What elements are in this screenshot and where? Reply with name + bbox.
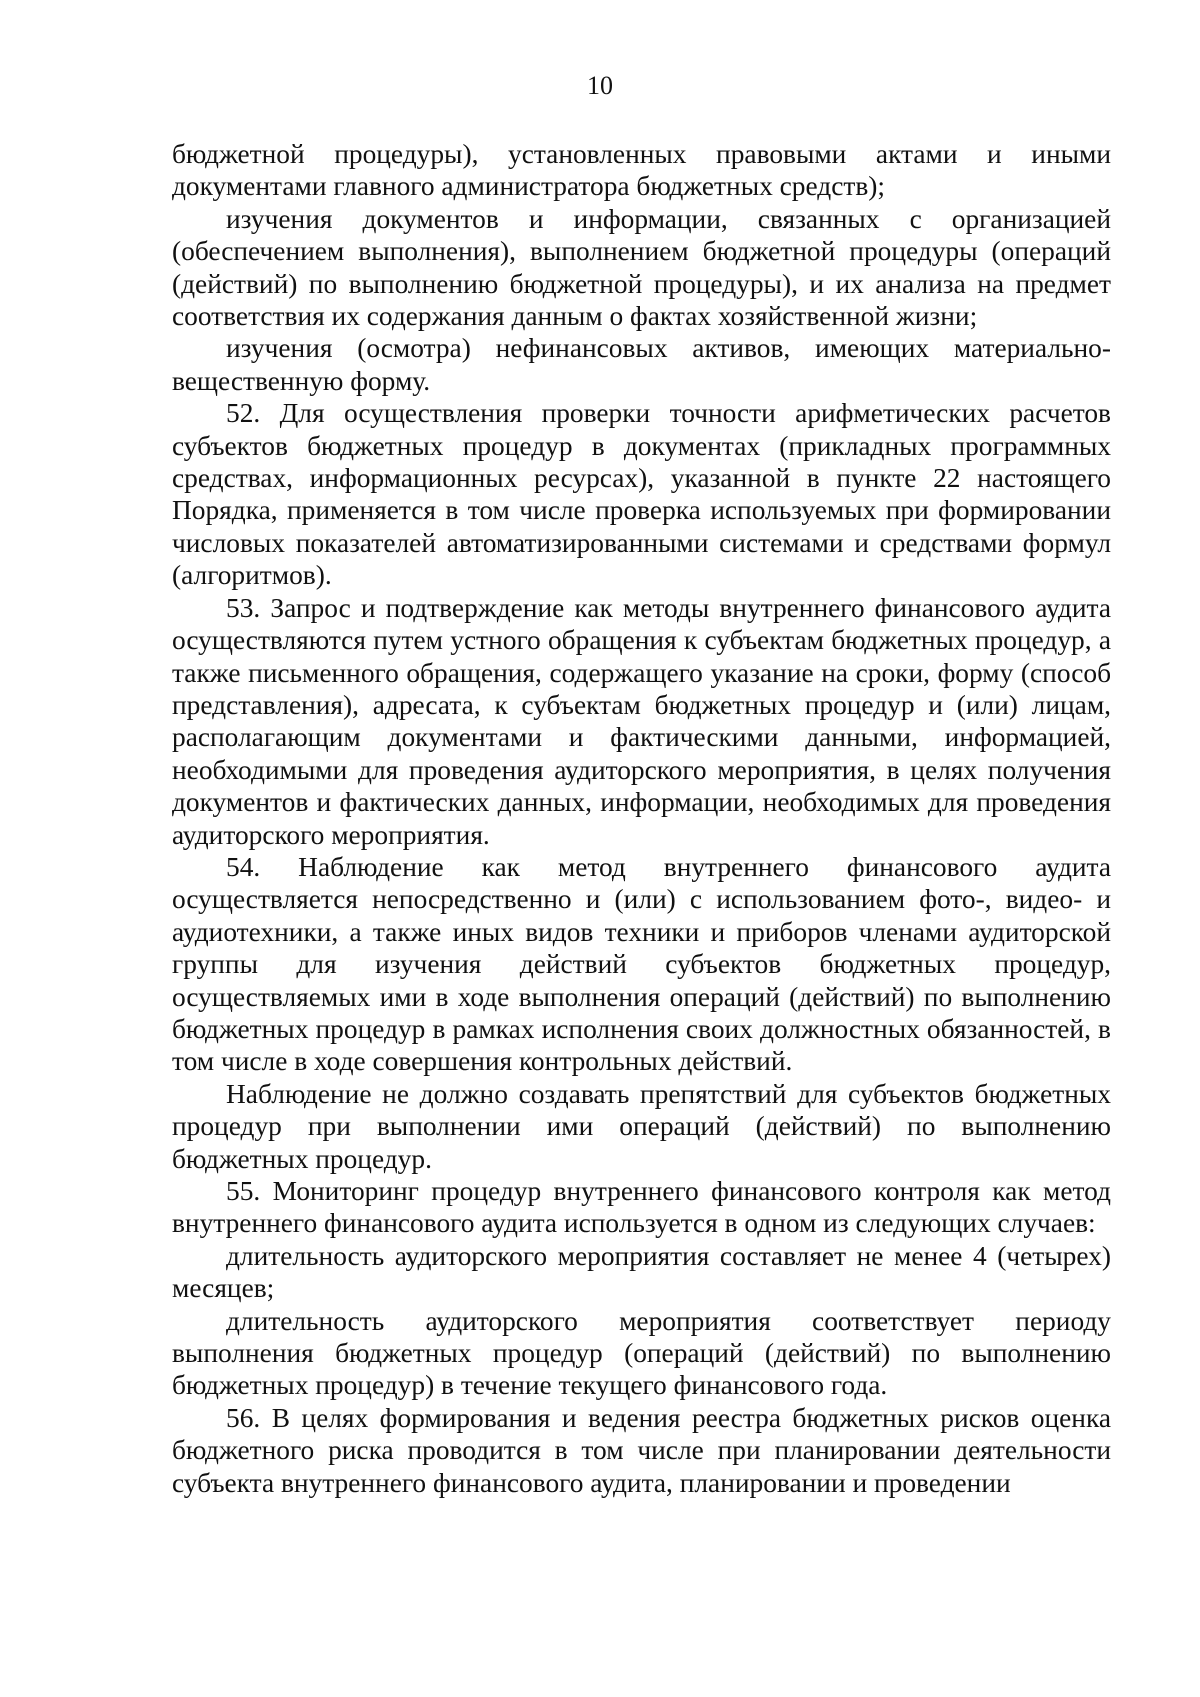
paragraph-case-duration-4-months: длительность аудиторского мероприятия составляет не менее 4 (четырех) месяцев; bbox=[172, 1240, 1111, 1304]
paragraph-continuation: бюджетной процедуры), установленных правовыми актами и иными документами главного администратора бюджетных средств); bbox=[172, 139, 1111, 202]
paragraph-item-56: 56. В целях формирования и ведения реестра бюджетных рисков оценка бюджетного риска проводится в том числе при планировании деятельности субъекта внутреннего финансового аудита, планировании и проведении bbox=[172, 1402, 1111, 1498]
paragraph-observation-note: Наблюдение не должно создавать препятствий для субъектов бюджетных процедур при выполнении ими операций (действий) по выполнению бюджетных процедур. bbox=[172, 1078, 1111, 1174]
paragraph-case-duration-period: длительность аудиторского мероприятия соответствует периоду выполнения бюджетных процедур (операций (действий) по выполнению бюджетных процедур) в течение текущего финансового года. bbox=[172, 1305, 1111, 1401]
page-number: 10 bbox=[587, 71, 613, 100]
paragraph-study-documents: изучения документов и информации, связанных с организацией (обеспечением выполнения), выполнением бюджетной процедуры (операций (действий) по выполнению бюджетной процедуры), и их анализа на предмет соответствия их содержания данным о фактах хозяйственной жизни; bbox=[172, 203, 1111, 332]
paragraph-item-52: 52. Для осуществления проверки точности арифметических расчетов субъектов бюджетных процедур в документах (прикладных программных средствах, информационных ресурсах), указанной в пункте 22 настоящего Порядка, применяется в том числе проверка используемых при формировании числовых показателей автоматизированными системами и средствами формул (алгоритмов). bbox=[172, 398, 1111, 591]
paragraph-item-53: 53. Запрос и подтверждение как методы внутреннего финансового аудита осуществляются путем устного обращения к субъектам бюджетных процедур, а также письменного обращения, содержащего указание на сроки, форму (способ представления), адресата, к субъектам бюджетных процедур и (или) лицам, располагающим документами и фактическими данными, информацией, необходимыми для проведения аудиторского мероприятия, в целях получения документов и фактических данных, информации, необходимых для проведения аудиторского мероприятия. bbox=[172, 592, 1111, 850]
document-body bbox=[172, 138, 1111, 1499]
paragraph-inspection-assets: изучения (осмотра) нефинансовых активов, имеющих материально-вещественную форму. bbox=[172, 333, 1111, 396]
paragraph-item-55: 55. Мониторинг процедур внутреннего финансового контроля как метод внутреннего финансового аудита используется в одном из следующих случаев: bbox=[172, 1176, 1111, 1239]
paragraph-item-54: 54. Наблюдение как метод внутреннего финансового аудита осуществляется непосредственно и (или) с использованием фото-, видео- и аудиотехники, а также иных видов техники и приборов членами аудиторской группы для изучения действий субъектов бюджетных процедур, осуществляемых ими в ходе выполнения операций (действий) по выполнению бюджетных процедур в рамках исполнения своих должностных обязанностей, в том числе в ходе совершения контрольных действий. bbox=[172, 851, 1111, 1077]
